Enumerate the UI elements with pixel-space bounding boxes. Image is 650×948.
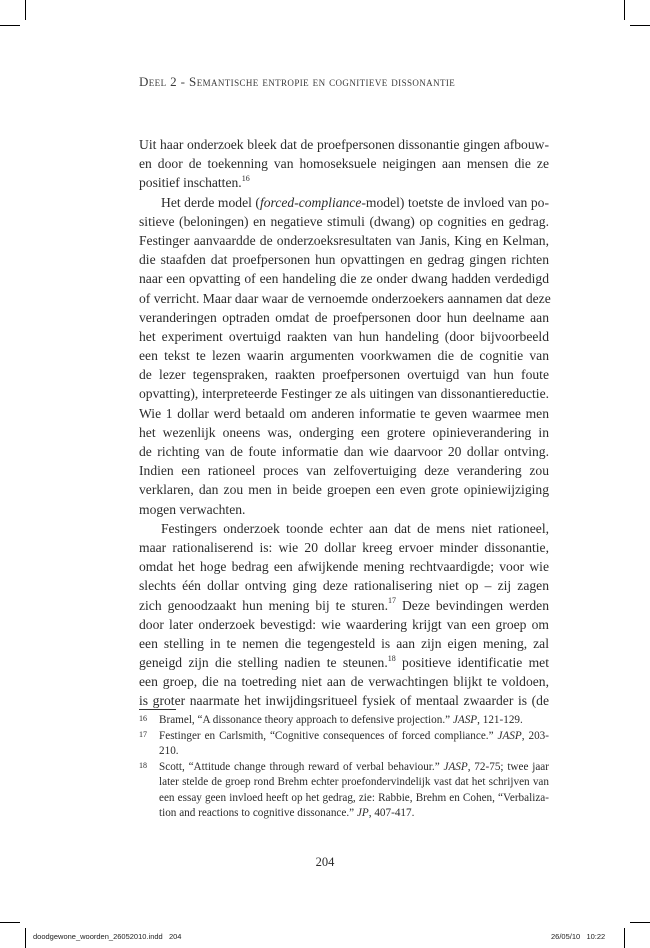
footnote-line: Bramel, “A dissonance theory approach to defensive projection.” JASP, 121-129.: [159, 714, 523, 726]
slug-file: doodgewone_woorden_26052010.indd 204: [33, 932, 182, 941]
crop-mark: [25, 0, 26, 20]
footnote-number: 18: [139, 760, 147, 770]
footnote-reference: 18: [387, 653, 396, 663]
text-line: de richting van de foute informatie dan wie daarvoor 20 dollar ontving.: [139, 444, 549, 459]
crop-mark: [630, 25, 650, 26]
footnote-rule: [139, 709, 176, 710]
text-line: maar rationaliserend is: wie 20 dollar kreeg ervoer minder dissonantie,: [139, 539, 549, 555]
text-line: een groep, die na toetreding niet aan de verwachtingen blijkt te voldoen,: [139, 674, 549, 690]
text-line: slechts één dollar ontving ging deze rationalisering niet op – zij zagen: [139, 578, 549, 594]
crop-mark: [624, 0, 625, 20]
text-line: of verricht. Maar daar waar de vernoemde onderzoekers aannamen dat deze: [139, 290, 551, 306]
footnote: [139, 713, 549, 729]
text-line: Uit haar onderzoek bleek dat de proefpersonen dissonantie gingen afbouw-: [139, 137, 549, 152]
footnote: [139, 729, 549, 760]
footnote-number: 17: [139, 729, 147, 739]
text-line: mogen verwachten.: [139, 501, 246, 517]
text-line: door later onderzoek bevestigd: wie waardering krijgt van een groep om: [139, 616, 549, 632]
text-line: geneigd zijn die stelling nadien te steunen.$^{18}$ positieve identificatie met: [139, 653, 549, 671]
text-line: Indien een rationeel proces van zelfovertuiging deze verandering zou: [139, 463, 549, 479]
text-line: het wezenlijk oneens was, onderging een grotere opinieverandering in: [139, 424, 549, 440]
text-line: naar een opvatting of een handeling die ze onder dwang hadden verdedigd: [139, 271, 549, 287]
text-line: Festingers onderzoek toonde echter aan dat de mens niet rationeel,: [161, 520, 549, 536]
text-line: zich genoodzaakt hun mening bij te sturen.$^{17}$ Deze bevindingen werden: [139, 595, 549, 613]
crop-mark: [624, 928, 625, 948]
text-line: een tekst te lezen waarin argumenten voorkwamen die de cognitie van: [139, 348, 549, 364]
footnote-line: later stelde de groep rond Brehm echter proefondervindelijk vast dat het schrijven van: [159, 776, 549, 788]
text-line: positief inschatten.$^{16}$: [139, 173, 250, 191]
crop-mark: [0, 25, 20, 26]
text-line: opvatting), interpreteerde Festinger ze als uitingen van dissonantiereductie.: [139, 386, 549, 402]
text-line: is groter naarmate het inwijdingsritueel fysiek of mentaal zwaarder is (de: [139, 693, 549, 709]
text-line: Festinger aanvaardde de onderzoeksresultaten van Janis, King en Kelman,: [139, 232, 549, 248]
footnote-line: Scott, “Attitude change through reward of verbal behaviour.” JASP, 72-75; twee jaar: [159, 760, 549, 773]
footnote-number: 16: [139, 714, 147, 723]
text-line: omdat het hoge bedrag een afwijkende mening rechtvaardigde; voor wie: [139, 559, 549, 575]
text-line: Het derde model (forced-compliance-model) toetste de invloed van po-: [161, 194, 549, 210]
text-line: Wie 1 dollar werd betaald om anderen informatie te geven waarmee men: [139, 405, 549, 421]
footnote-reference: 17: [388, 595, 397, 605]
text-line: veranderingen optraden omdat de proefpersonen door hun deelname aan: [139, 309, 549, 325]
crop-mark: [630, 922, 650, 923]
footnote-line: een essay geen invloed heeft op het gedrag, zie: Rabbie, Brehm en Cohen, “Verbaliza-: [159, 791, 549, 804]
footnote-line: 210.: [159, 745, 179, 757]
slug-date: 26/05/10 10:22: [551, 932, 606, 941]
crop-mark: [25, 928, 26, 948]
footnote-line: tion and reactions to cognitive dissonance.” JP, 407-417.: [159, 807, 415, 819]
text-line: en door de toekenning van homoseksuele neigingen aan mensen die ze: [139, 156, 549, 172]
footnote: [139, 760, 549, 822]
body-text: [139, 135, 549, 711]
footnote-line: Festinger en Carlsmith, “Cognitive consequences of forced compliance.” JASP, 203-: [159, 729, 549, 742]
text-line: de lezer tegenspraken, raakten proefpersonen overtuigd van hun foute: [139, 367, 549, 383]
footnote-reference: 16: [241, 173, 250, 183]
text-line: verklaren, dan zou men in beide groepen een even grote opiniewijziging: [139, 482, 549, 498]
crop-mark: [0, 922, 20, 923]
text-line: een stelling in te nemen die tegengesteld is aan zijn eigen mening, zal: [139, 635, 549, 651]
page-number: 204: [315, 855, 335, 869]
footnotes: [139, 713, 549, 822]
text-line: die staafden dat proefpersonen hun opvattingen en gedrag gingen richten: [139, 252, 549, 268]
running-head: Deel 2 - Semantische entropie en cognitieve dissonantie: [139, 74, 456, 89]
text-line: sitieve (beloningen) en negatieve stimuli (dwang) op cognities en gedrag.: [139, 213, 549, 229]
text-line: het experiment overtuigd raakten van hun handeling (door bijvoorbeeld: [139, 328, 549, 344]
